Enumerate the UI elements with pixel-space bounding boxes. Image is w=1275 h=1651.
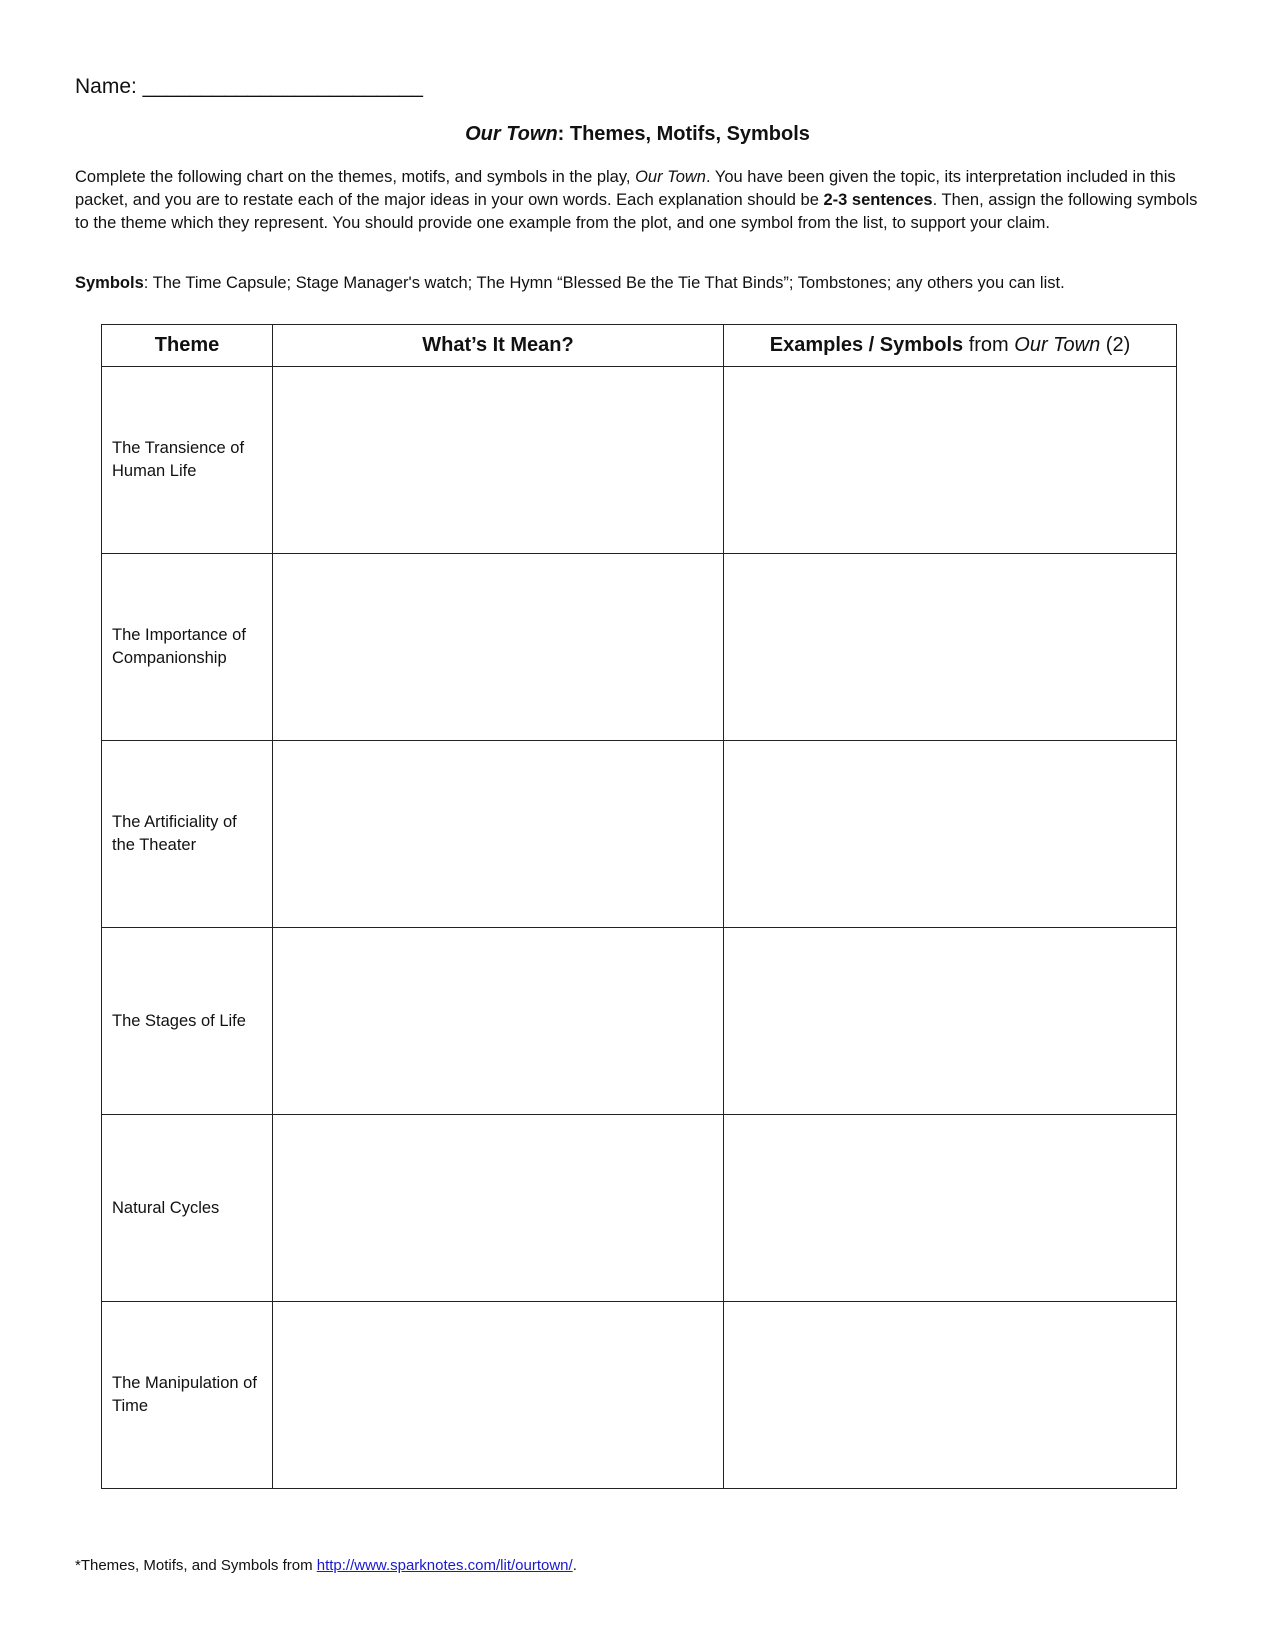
theme-cell: The Artificiality of the Theater: [102, 741, 273, 928]
instructions-part-1: Complete the following chart on the themes, motifs, and symbols in the play,: [75, 168, 636, 186]
examples-cell[interactable]: [724, 741, 1177, 928]
meaning-cell[interactable]: [273, 741, 724, 928]
header-examples-count: (2): [1100, 334, 1131, 356]
symbols-label: Symbols: [75, 274, 144, 292]
footnote-prefix: *Themes, Motifs, and Symbols from: [75, 1557, 317, 1574]
meaning-cell[interactable]: [273, 1115, 724, 1302]
table-row: [102, 1302, 1177, 1489]
meaning-cell[interactable]: [273, 1302, 724, 1489]
header-examples-bold: Examples / Symbols: [769, 334, 964, 356]
table-row: [102, 928, 1177, 1115]
examples-cell[interactable]: [724, 1115, 1177, 1302]
theme-cell: The Stages of Life: [102, 928, 273, 1115]
header-theme: Theme: [102, 325, 273, 367]
theme-cell: The Manipulation of Time: [102, 1302, 273, 1489]
table-row: [102, 554, 1177, 741]
header-examples-play: Our Town: [1014, 334, 1101, 356]
instructions-part-3: . Then, assign the following symbols to the theme which they represent. You should provide one example from the plot, and one symbol from the list, to support your claim.: [75, 191, 1198, 232]
sparknotes-link[interactable]: http://www.sparknotes.com/lit/ourtown/: [316, 1557, 573, 1574]
examples-cell[interactable]: [724, 554, 1177, 741]
footnote-suffix: .: [572, 1557, 577, 1574]
instructions-paragraph: [75, 166, 1205, 235]
examples-cell[interactable]: [724, 1302, 1177, 1489]
theme-cell: Natural Cycles: [102, 1115, 273, 1302]
symbols-list: [75, 274, 1205, 293]
meaning-cell[interactable]: [273, 554, 724, 741]
table-row: [102, 1115, 1177, 1302]
page-title: [0, 123, 1275, 146]
instructions-sentence-count: 2-3 sentences: [823, 191, 933, 209]
meaning-cell[interactable]: [273, 928, 724, 1115]
instructions-play-title: Our Town: [635, 168, 706, 186]
chart-header-row: [102, 325, 1177, 367]
table-row: [102, 367, 1177, 554]
meaning-cell[interactable]: [273, 367, 724, 554]
symbols-text: : The Time Capsule; Stage Manager's watch; The Hymn “Blessed Be the Tie That Binds”; Tombstones; any others you can list.: [143, 274, 1065, 292]
theme-cell: The Importance of Companionship: [102, 554, 273, 741]
examples-cell[interactable]: [724, 928, 1177, 1115]
instructions-part-2: . You have been given the topic, its interpretation included in this packet, and you are to restate each of the major ideas in your own words. Each explanation should be: [75, 168, 1176, 209]
header-examples: [724, 325, 1177, 367]
source-footnote: [75, 1557, 577, 1574]
title-rest: : Themes, Motifs, Symbols: [557, 123, 810, 145]
theme-cell: The Transience of Human Life: [102, 367, 273, 554]
title-play-name: Our Town: [465, 123, 558, 145]
themes-chart: [101, 324, 1177, 1489]
examples-cell[interactable]: [724, 367, 1177, 554]
name-field-label: Name: ________________________: [75, 75, 423, 98]
header-examples-from: from: [963, 334, 1015, 356]
header-meaning: What’s It Mean?: [273, 325, 724, 367]
table-row: [102, 741, 1177, 928]
